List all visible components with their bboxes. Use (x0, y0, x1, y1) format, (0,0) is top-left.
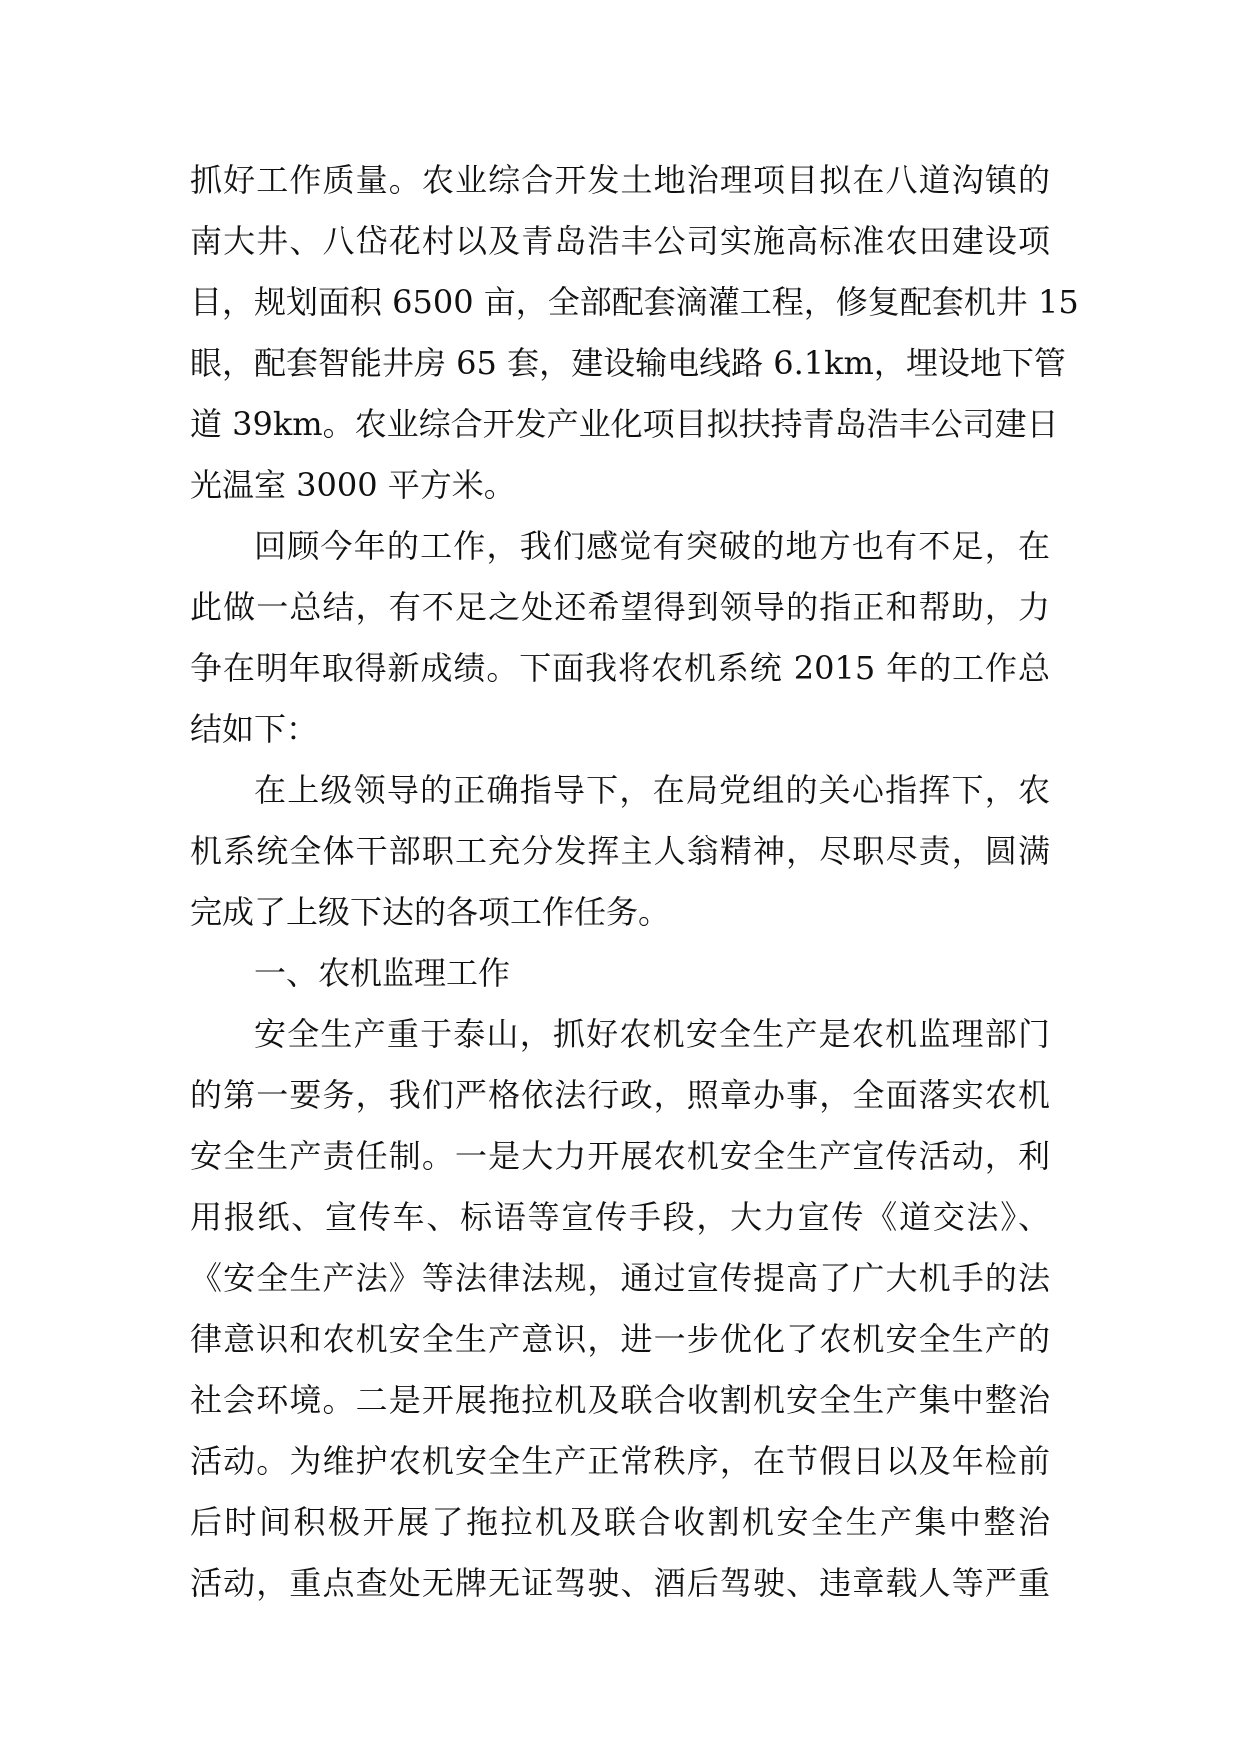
text-line: 在上级领导的正确指导下，在局党组的关心指挥下，农 (254, 771, 1050, 809)
text-line: 用报纸、宣传车、标语等宣传手段，大力宣传《道交法》、 (190, 1198, 1050, 1236)
text-line: 此做一总结，有不足之处还希望得到领导的指正和帮助，力 (190, 588, 1050, 626)
text-line: 眼，配套智能井房 65 套，建设输电线路 6.1km，埋设地下管 (190, 344, 1066, 382)
text-line: 目，规划面积 6500 亩，全部配套滴灌工程，修复配套机井 15 (190, 283, 1079, 321)
paragraph-leadership (190, 760, 1050, 943)
paragraph-safety (190, 1004, 1050, 1614)
text-line: 安全生产重于泰山，抓好农机安全生产是农机监理部门 (254, 1015, 1050, 1053)
text-line: 道 39km。农业综合开发产业化项目拟扶持青岛浩丰公司建日 (190, 405, 1059, 443)
text-line: 争在明年取得新成绩。下面我将农机系统 2015 年的工作总 (190, 649, 1050, 687)
text-line: 安全生产责任制。一是大力开展农机安全生产宣传活动，利 (190, 1137, 1050, 1175)
text-line: 光温室 3000 平方米。 (190, 466, 516, 504)
text-line: 活动，重点查处无牌无证驾驶、酒后驾驶、违章载人等严重 (190, 1564, 1050, 1602)
text-line: 南大井、八岱花村以及青岛浩丰公司实施高标准农田建设项 (190, 222, 1050, 260)
section-heading (190, 943, 1050, 1004)
text-line: 后时间积极开展了拖拉机及联合收割机安全生产集中整治 (190, 1503, 1050, 1541)
text-line: 完成了上级下达的各项工作任务。 (190, 893, 671, 931)
text-line: 活动。为维护农机安全生产正常秩序，在节假日以及年检前 (190, 1442, 1050, 1480)
text-line: 结如下： (190, 710, 319, 748)
paragraph-review (190, 516, 1050, 760)
paragraph-land-project (190, 150, 1079, 516)
text-line: 的第一要务，我们严格依法行政，照章办事，全面落实农机 (190, 1076, 1050, 1114)
document-body (190, 150, 1079, 1614)
text-line: 社会环境。二是开展拖拉机及联合收割机安全生产集中整治 (190, 1381, 1050, 1419)
text-line: 抓好工作质量。农业综合开发土地治理项目拟在八道沟镇的 (190, 161, 1050, 199)
heading-text: 一、农机监理工作 (254, 954, 511, 992)
text-line: 《安全生产法》等法律法规，通过宣传提高了广大机手的法 (190, 1259, 1050, 1297)
text-line: 机系统全体干部职工充分发挥主人翁精神，尽职尽责，圆满 (190, 832, 1050, 870)
text-line: 回顾今年的工作，我们感觉有突破的地方也有不足，在 (254, 527, 1050, 565)
text-line: 律意识和农机安全生产意识，进一步优化了农机安全生产的 (190, 1320, 1050, 1358)
